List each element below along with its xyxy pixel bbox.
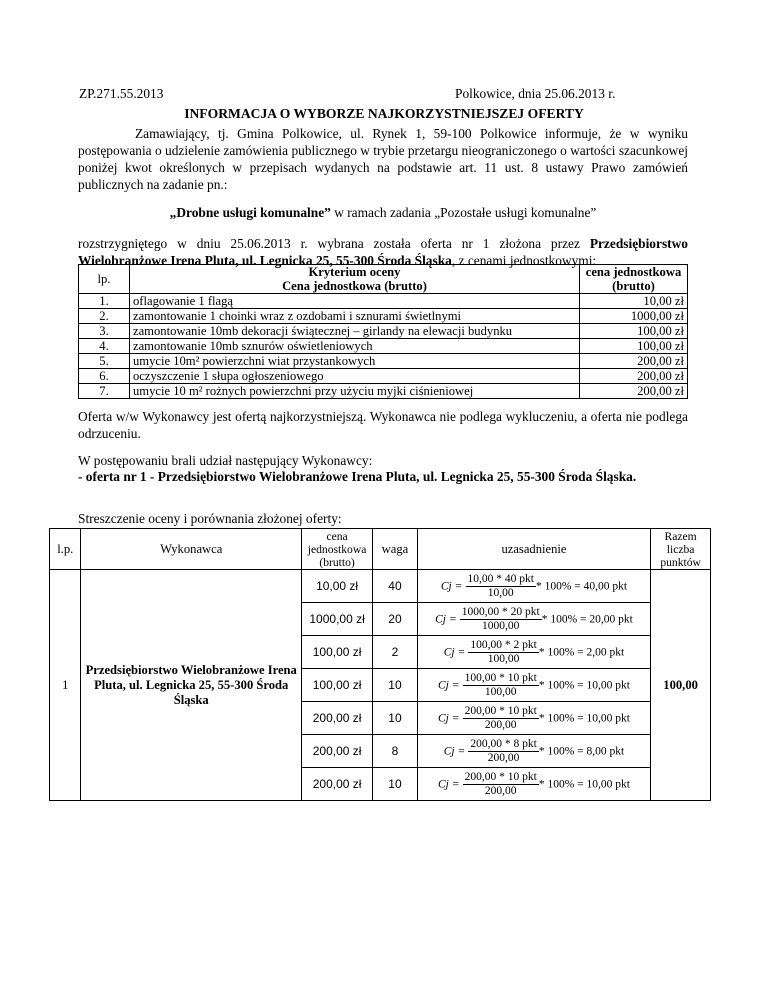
eval-formula: [417, 735, 651, 768]
eval-header-row: [50, 529, 711, 570]
price-table-row: [79, 384, 688, 399]
formula-fraction: [463, 771, 539, 798]
task-name-rest: w ramach zadania „Pozostałe usługi komunalne”: [330, 205, 597, 220]
formula-label: Cj =: [437, 777, 460, 790]
formula-fraction: [463, 672, 539, 699]
col-unit-price-line1: cena jednostkowa: [585, 265, 682, 279]
eval-price: 10,00 zł: [301, 570, 372, 603]
participant-text: - oferta nr 1 - Przedsiębiorstwo Wielobranżowe Irena Pluta, ul. Legnicka 25, 55-300 Środa Śląska: [78, 469, 633, 484]
eval-formula: [417, 669, 651, 702]
formula-fraction: [460, 606, 542, 633]
price-table: [78, 264, 688, 399]
eval-row: [50, 570, 711, 603]
intro-paragraph: Zamawiający, tj. Gmina Polkowice, ul. Rynek 1, 59-100 Polkowice informuje, że w wyniku postępowania o udzielenie zamówienia publicznego w trybie przetargu nieograniczonego o wartości szacunkowej poniżej kwot określonych w przepisach wydanych na podstawie art. 11 ust. 8 ustawy Prawo zamówień publicznych na zadanie pn.:: [78, 126, 688, 192]
eval-col-lp: l.p.: [50, 529, 81, 570]
formula-result: * 100% = 40,00 pkt: [535, 579, 628, 592]
col-lp: lp.: [79, 265, 130, 294]
task-name: [78, 205, 688, 221]
formula-numerator: 100,00 * 10 pkt: [464, 671, 537, 684]
formula-numerator: 200,00 * 10 pkt: [464, 704, 537, 717]
document-title: INFORMACJA O WYBORZE NAJKORZYSTNIEJSZEJ OFERTY: [184, 106, 584, 121]
eval-price: 100,00 zł: [301, 669, 372, 702]
col-criterion: [130, 265, 580, 294]
formula-label: Cj =: [437, 678, 460, 691]
formula-label: Cj =: [437, 711, 460, 724]
col-criterion-line2: Cena jednostkowa (brutto): [282, 279, 427, 293]
place-date: Polkowice, dnia 25.06.2013 r.: [455, 86, 616, 101]
eval-price: 200,00 zł: [301, 768, 372, 801]
decision-text1: rozstrzygniętego w dniu 25.06.2013 r. wybrana została oferta nr 1 złożona przez: [78, 236, 590, 251]
col-unit-price: [580, 265, 688, 294]
eval-formula: [417, 768, 651, 801]
formula-denominator: 100,00: [487, 652, 520, 665]
price-row-price: 100,00 zł: [580, 324, 688, 339]
price-row-lp: 5.: [79, 354, 130, 369]
formula-result: * 100% = 10,00 pkt: [538, 678, 630, 691]
price-table-row: [79, 339, 688, 354]
price-table-row: [79, 309, 688, 324]
formula-denominator: 200,00: [487, 751, 520, 764]
eval-price: 200,00 zł: [301, 735, 372, 768]
formula-label: Cj =: [435, 612, 457, 625]
best-offer-paragraph: Oferta w/w Wykonawcy jest ofertą najkorzystniejszą. Wykonawca nie podlega wykluczeniu, a oferta nie podlega odrzuceniu.: [78, 409, 688, 441]
price-row-price: 200,00 zł: [580, 384, 688, 399]
eval-formula: [417, 702, 651, 735]
price-row-description: zamontowanie 10mb sznurów oświetleniowych: [130, 339, 580, 354]
eval-weight: 10: [373, 669, 418, 702]
price-row-price: 100,00 zł: [580, 339, 688, 354]
decision-text2: , z cenami jednostkowymi:: [451, 253, 597, 268]
formula-denominator: 1000,00: [482, 619, 520, 632]
formula-fraction: [463, 705, 539, 732]
eval-price: 100,00 zł: [301, 636, 372, 669]
decision-contractor: Przedsiębiorstwo Wielobranżowe Irena Pluta, ul. Legnicka 25, 55-300 Środa Śląska: [78, 236, 688, 268]
eval-lp: 1: [50, 570, 81, 801]
participants-intro: W postępowaniu brali udział następujący Wykonawcy:: [78, 453, 373, 468]
formula-denominator: 10,00: [487, 586, 514, 599]
reference-number: ZP.271.55.2013: [79, 86, 164, 101]
eval-formula: [417, 603, 651, 636]
price-row-lp: 4.: [79, 339, 130, 354]
summary-title: Streszczenie oceny i porównania złożonej oferty:: [78, 511, 342, 526]
formula-label: Cj =: [443, 744, 466, 757]
eval-weight: 40: [373, 570, 418, 603]
eval-weight: 2: [373, 636, 418, 669]
formula-denominator: 100,00: [484, 685, 517, 698]
eval-contractor: Przedsiębiorstwo Wielobranżowe Irena Pluta, ul. Legnicka 25, 55-300 Środa Śląska: [81, 570, 301, 801]
price-row-description: umycie 10 m² rożnych powierzchni przy użyciu myjki ciśnieniowej: [130, 384, 580, 399]
price-row-lp: 7.: [79, 384, 130, 399]
eval-col-contractor: Wykonawca: [81, 529, 301, 570]
eval-col-weight: waga: [373, 529, 418, 570]
eval-weight: 10: [373, 768, 418, 801]
eval-price: 1000,00 zł: [301, 603, 372, 636]
price-row-price: 200,00 zł: [580, 354, 688, 369]
price-row-description: oczyszczenie 1 słupa ogłoszeniowego: [130, 369, 580, 384]
formula-denominator: 200,00: [484, 718, 517, 731]
price-row-description: oflagowanie 1 flagą: [130, 294, 580, 309]
formula-label: Cj =: [440, 579, 463, 592]
eval-price: 200,00 zł: [301, 702, 372, 735]
eval-formula: [417, 570, 651, 603]
formula-fraction: [468, 639, 538, 666]
formula-result: * 100% = 2,00 pkt: [538, 645, 625, 658]
formula-numerator: 100,00 * 2 pkt: [470, 638, 537, 651]
formula-result: * 100% = 10,00 pkt: [538, 777, 630, 790]
price-row-description: zamontowanie 1 choinki wraz z ozdobami i sznurami świetlnymi: [130, 309, 580, 324]
price-row-lp: 6.: [79, 369, 130, 384]
price-table-row: [79, 354, 688, 369]
formula-numerator: 10,00 * 40 pkt: [467, 572, 534, 585]
price-row-lp: 2.: [79, 309, 130, 324]
formula-label: Cj =: [443, 645, 466, 658]
price-row-description: umycie 10m² powierzchni wiat przystankowych: [130, 354, 580, 369]
price-row-lp: 1.: [79, 294, 130, 309]
col-criterion-line1: Kryterium oceny: [308, 265, 401, 279]
eval-col-justification: uzasadnienie: [417, 529, 651, 570]
formula-numerator: 200,00 * 8 pkt: [470, 737, 537, 750]
formula-numerator: 1000,00 * 20 pkt: [461, 605, 540, 618]
eval-weight: 20: [373, 603, 418, 636]
eval-weight: 8: [373, 735, 418, 768]
price-row-lp: 3.: [79, 324, 130, 339]
price-row-price: 200,00 zł: [580, 369, 688, 384]
formula-denominator: 200,00: [484, 784, 517, 797]
price-row-description: zamontowanie 10mb dekoracji świątecznej – girlandy na elewacji budynku: [130, 324, 580, 339]
formula-fraction: [466, 573, 536, 600]
price-table-header: [79, 265, 688, 294]
participant-entry: - oferta nr 1 - Przedsiębiorstwo Wielobranżowe Irena Pluta, ul. Legnicka 25, 55-300 Środa Śląska.: [78, 469, 637, 484]
price-row-price: 10,00 zł: [580, 294, 688, 309]
formula-result: * 100% = 20,00 pkt: [541, 612, 633, 625]
col-unit-price-line2: (brutto): [612, 279, 655, 293]
formula-result: * 100% = 8,00 pkt: [538, 744, 625, 757]
eval-col-total: Razem liczba punktów: [651, 529, 711, 570]
eval-col-price: cena jednostkowa (brutto): [301, 529, 372, 570]
formula-numerator: 200,00 * 10 pkt: [464, 770, 537, 783]
formula-result: * 100% = 10,00 pkt: [538, 711, 630, 724]
price-table-row: [79, 294, 688, 309]
evaluation-table: [49, 528, 711, 801]
task-name-bold: „Drobne usługi komunalne”: [169, 205, 331, 220]
eval-total: 100,00: [651, 570, 711, 801]
formula-fraction: [468, 738, 538, 765]
eval-formula: [417, 636, 651, 669]
eval-weight: 10: [373, 702, 418, 735]
price-row-price: 1000,00 zł: [580, 309, 688, 324]
price-table-row: [79, 324, 688, 339]
price-table-row: [79, 369, 688, 384]
